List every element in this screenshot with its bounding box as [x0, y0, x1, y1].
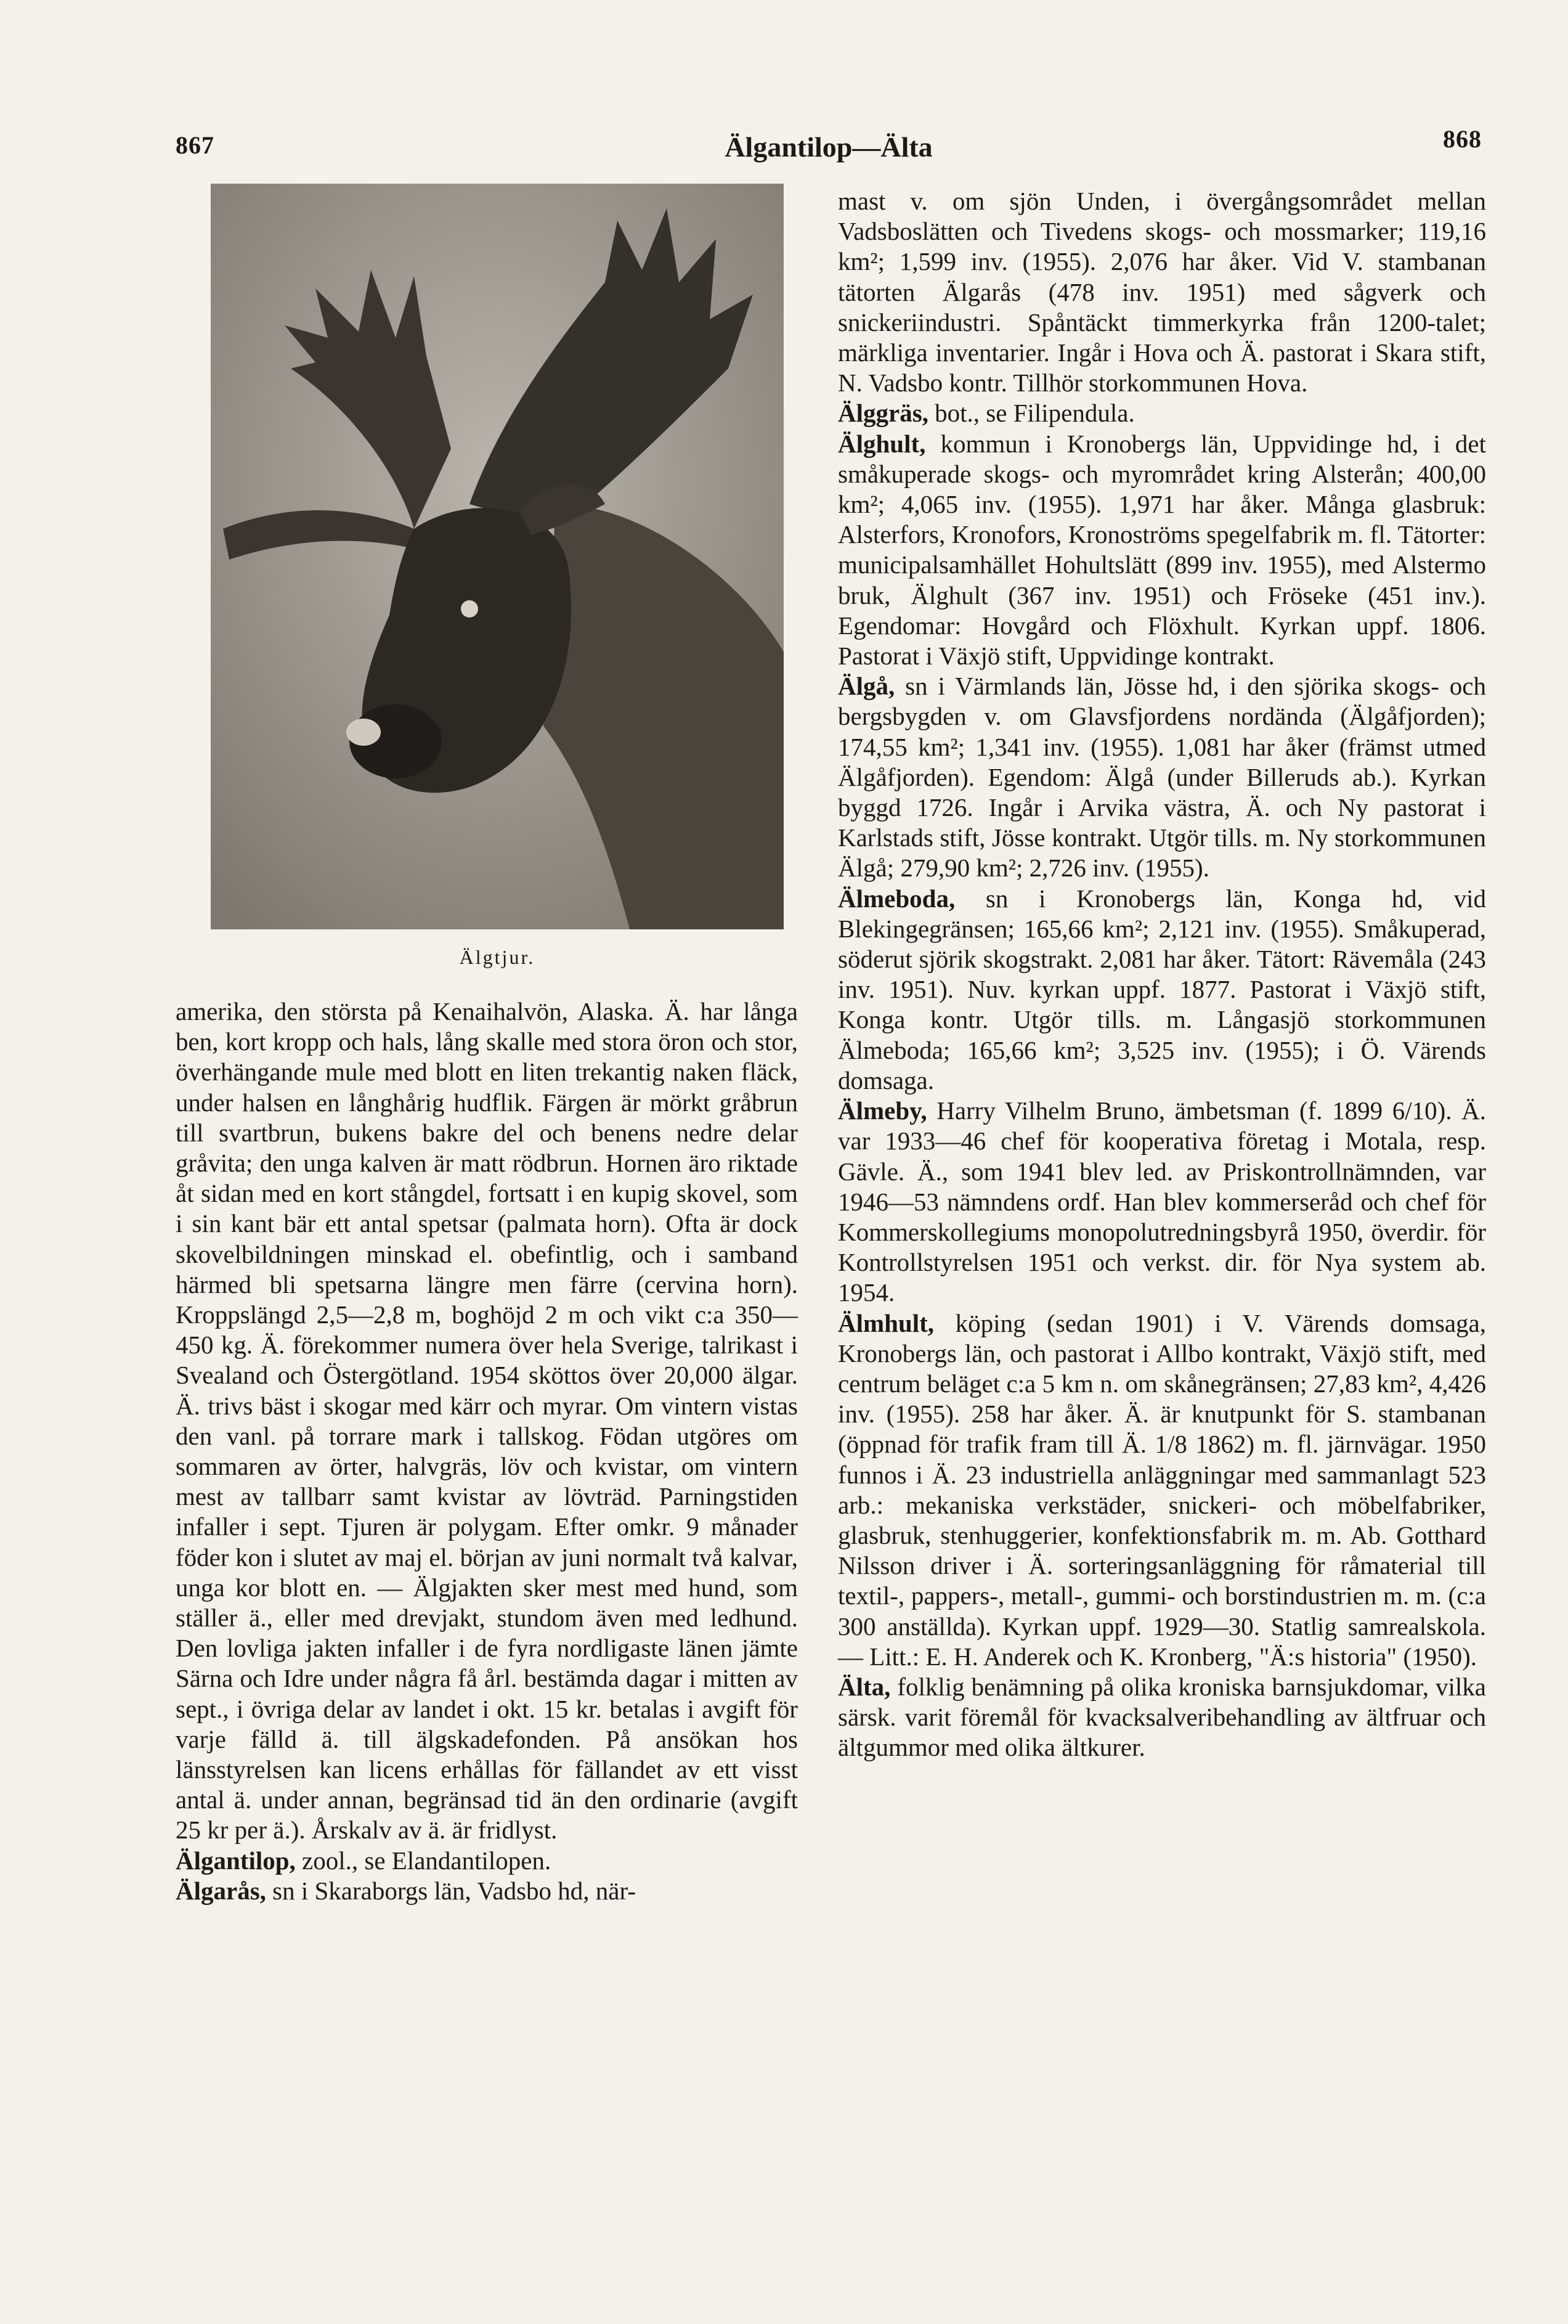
entry-headword: Älta, — [838, 1672, 891, 1701]
entry-text: bot., se Filipendula. — [928, 399, 1135, 428]
entry-paragraph — [838, 671, 1486, 883]
entry-paragraph — [838, 1308, 1486, 1672]
entry-text: köping (sedan 1901) i V. Värends domsaga, Kronobergs län, och pastorat i Allbo kontrakt, Växjö stift, med centrum beläget c:a 5 km n. om skånegränsen; 27,83 km², 4,426 inv. (1955). 258 har åker. Ä. är knutpunkt för S. stambanan (öppnad för trafik fram till Ä. 1/8 1862) m. fl. järnvägar. 1950 funnos i Ä. 23 industriella anläggningar med sammanlagt 523 arb.: mekaniska verkstäder, snickeri- och möbelfabriker, glasbruk, stenhuggerier, konfektionsfabrik m. m. Ab. Gotthard Nilsson driver i Ä. sorteringsanläggning för råmaterial till textil-, pappers-, metall-, gummi- och borstindustrien m. m. (c:a 300 anställda). Kyrkan uppf. 1929—30. Statlig samrealskola. — Litt.: E. H. Anderek och K. Kronberg, "Ä:s historia" (1950). — [838, 1308, 1486, 1671]
entry-headword: Älmeboda, — [838, 884, 956, 913]
entry-headword: Älgarås, — [176, 1876, 266, 1905]
entry-text: sn i Skaraborgs län, Vadsbo hd, när- — [266, 1876, 636, 1905]
left-column — [176, 997, 798, 1906]
entry-text: Harry Vilhelm Bruno, ämbetsman (f. 1899 6/10). Ä. var 1933—46 chef för kooperativa företag i Motala, resp. Gävle. Ä., som 1941 blev led. av Priskontrollnämnden, var 1946—53 nämndens ordf. Han blev kommerseråd och chef för Kommerskollegiums monopolutredningsbyrå 1950, överdir. för Kontrollstyrelsen 1951 och verkst. dir. för Nya system ab. 1954. — [838, 1096, 1486, 1307]
entry-headword: Älghult, — [838, 429, 926, 458]
page-header — [176, 125, 1482, 174]
photo-caption: Älgtjur. — [459, 946, 535, 968]
entry-paragraph — [838, 884, 1486, 1096]
moose-photograph — [211, 184, 784, 929]
entry-paragraph — [176, 1846, 798, 1876]
entry-text: sn i Kronobergs län, Konga hd, vid Blekingegränsen; 165,66 km²; 2,121 inv. (1955). Småkuperad, söderut sjörik skogstrakt. 2,081 har åker. Tätort: Rävemåla (243 inv. 1951). Nuv. kyrkan uppf. 1877. Pastorat i Växjö stift, Konga kontr. Utgör tills. m. Långasjö storkommunen Älmeboda; 165,66 km²; 3,525 inv. (1955); i Ö. Värends domsaga. — [838, 884, 1486, 1095]
right-page-number: 868 — [1443, 125, 1482, 153]
entry-headword: Älgantilop, — [176, 1846, 296, 1875]
entry-paragraph — [838, 186, 1486, 398]
entry-text: sn i Värmlands län, Jösse hd, i den sjörika skogs- och bergsbygden v. om Glavsfjordens nordända (Älgåfjorden); 174,55 km²; 1,341 inv. (1955). 1,081 har åker (främst utmed Älgåfjorden). Egendom: Älgå (under Billeruds ab.). Kyrkan byggd 1726. Ingår i Arvika västra, Ä. och Ny pastorat i Karlstads stift, Jösse kontrakt. Utgör tills. m. Ny storkommunen Älgå; 279,90 km²; 2,726 inv. (1955). — [838, 672, 1486, 883]
running-head: Älgantilop—Älta — [725, 131, 933, 163]
entry-text: folklig benämning på olika kroniska barnsjukdomar, vilka särsk. varit föremål för kvacksalveribehandling av ältfruar och ältgummor med olika ältkurer. — [838, 1672, 1486, 1762]
entry-headword: Älgå, — [838, 672, 895, 701]
moose-illustration — [211, 184, 784, 929]
entry-text: kommun i Kronobergs län, Uppvidinge hd, i det småkuperade skogs- och myrområdet kring Alsterån; 400,00 km²; 4,065 inv. (1955). 1,971 har åker. Många glasbruk: Alsterfors, Kronofors, Kronoströms spegelfabrik m. fl. Tätorter: municipalsamhället Hohultslätt (899 inv. 1955), med Alstermo bruk, Älghult (367 inv. 1951) och Fröseke (451 inv.). Egendomar: Hovgård och Flöxhult. Kyrkan uppf. 1806. Pastorat i Växjö stift, Uppvidinge kontrakt. — [838, 429, 1486, 671]
entry-paragraph — [838, 1672, 1486, 1763]
entry-paragraph — [838, 429, 1486, 672]
entry-headword: Älggräs, — [838, 399, 928, 428]
entry-headword: Älmhult, — [838, 1308, 935, 1337]
entry-text: zool., se Elandantilopen. — [295, 1846, 551, 1875]
entry-text: mast v. om sjön Unden, i övergångsområdet mellan Vadsboslätten och Tivedens skogs- och mossmarker; 119,16 km²; 1,599 inv. (1955). 2,076 har åker. Vid V. stambanan tätorten Älgarås (478 inv. 1951) med sågverk och snickeriindustri. Spåntäckt timmerkyrka från 1200-talet; märkliga inventarier. Ingår i Hova och Ä. pastorat i Skara stift, N. Vadsbo kontr. Tillhör storkommunen Hova. — [838, 187, 1486, 398]
entry-paragraph — [176, 997, 798, 1846]
left-page-number: 867 — [176, 131, 214, 159]
entry-text: amerika, den största på Kenaihalvön, Alaska. Ä. har långa ben, kort kropp och hals, lång skalle med stora öron och stor, överhängande mule med blott en liten trekantig naken fläck, under halsen en långhårig hudflik. Färgen är mörkt gråbrun till svartbrun, bukens bakre del och benens nedre delar gråvita; den unga kalven är matt rödbrun. Hornen äro riktade åt sidan med en kort stångdel, fortsatt i en kupig skovel, som i sin kant bär ett antal spetsar (palmata horn). Ofta är dock skovelbildningen minskad el. obefintlig, och i samband härmed bli spetsarna längre men färre (cervina horn). Kroppslängd 2,5—2,8 m, boghöjd 2 m och vikt c:a 350—450 kg. Ä. förekommer numera över hela Sverige, talrikast i Svealand och Östergötland. 1954 sköttos över 20,000 älgar. Ä. trivs bäst i skogar med kärr och myrar. Om vintern vistas den vanl. på torrare mark i tallskog. Födan utgöres om sommaren av örter, halvgräs, löv och kvistar, om vintern mest av tallbarr samt kvistar av lövträd. Parningstiden infaller i sept. Tjuren är polygam. Efter omkr. 9 månader föder kon i slutet av maj el. början av juni normalt två kalvar, unga kor blott en. — Älgjakten sker mest med hund, som ställer ä., eller med drevjakt, stundom även med ledhund. Den lovliga jakten infaller i de fyra nordligaste länen jämte Särna och Idre under några få årl. bestämda dagar i mitten av sept., i övriga delar av landet i okt. 15 kr. betalas i avgift för varje fälld ä. till älgskadefonden. På ansökan hos länsstyrelsen kan licens erhållas för fällandet av ett visst antal ä. under annan, begränsad tid än den ordinarie (avgift 25 kr per ä.). Årskalv av ä. är fridlyst. — [176, 997, 798, 1845]
entry-paragraph — [838, 398, 1486, 428]
entry-paragraph — [838, 1096, 1486, 1308]
entry-headword: Älmeby, — [838, 1096, 927, 1125]
right-column — [838, 186, 1486, 1763]
entry-paragraph — [176, 1876, 798, 1906]
